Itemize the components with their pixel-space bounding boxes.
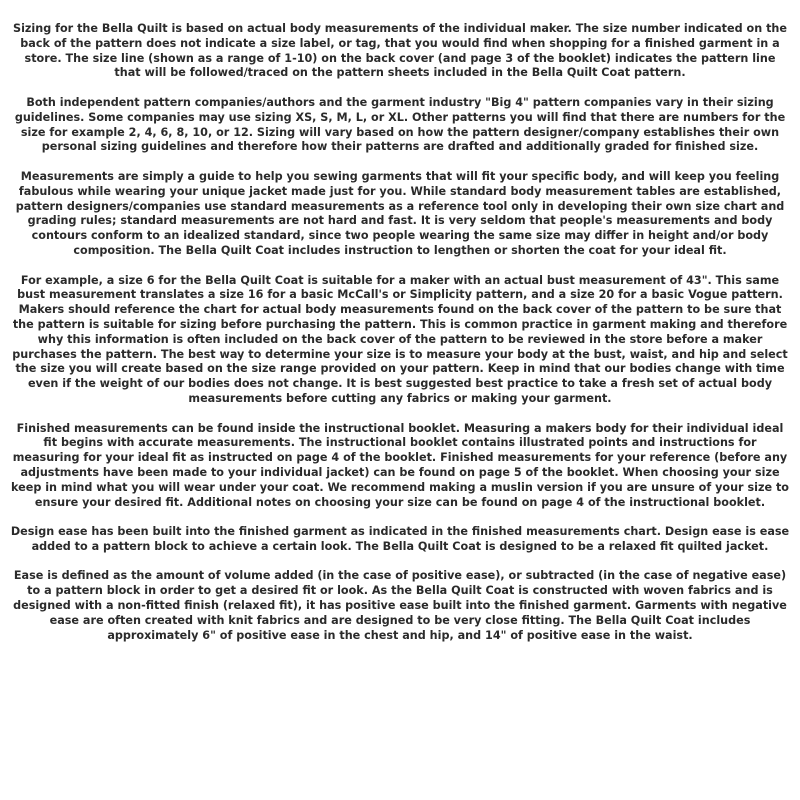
paragraph-sizing-basis: Sizing for the Bella Quilt is based on actual body measurements of the individual maker. The size number indicated on the back of the pattern does not indicate a size label, or tag, that you would find when shopping for a finished garment in a store. The size line (shown as a range of 1-10) on the back cover (and page 3 of the booklet) indicates the pattern line that will be followed/traced on the pattern sheets included in the Bella Quilt Coat pattern.: [13, 22, 787, 80]
paragraph-ease-definition: Ease is defined as the amount of volume added (in the case of positive ease), or subtracted (in the case of negative ease) to a pattern block in order to get a desired fit or look. As the Bella Quilt Coat is constructed with woven fabrics and is designed with a non-fitted finish (relaxed fit), it has positive ease built into the finished garment. Garments with negative ease are often created with knit fabrics and are designed to be very close fitting. The Bella Quilt Coat includes approximately 6" of positive ease in the chest and hip, and 14" of positive ease in the waist.: [13, 569, 787, 642]
paragraph-measurements-guide: Measurements are simply a guide to help you sewing garments that will fit your specific body, and will keep you feeling fabulous while wearing your unique jacket made just for you. While standard body measurement tables are established, pattern designers/companies use standard measurements as a reference tool only in developing their own size chart and grading rules; standard measurements are not hard and fast. It is very seldom that people's measurements and body contours conform to an idealized standard, since two people wearing the same size may differ in height and/or body composition. The Bella Quilt Coat includes instruction to lengthen or shorten the coat for your ideal fit.: [15, 169, 785, 257]
paragraph-size-example: For example, a size 6 for the Bella Quilt Coat is suitable for a maker with an actual bust measurement of 43". This same bust measurement translates a size 16 for a basic McCall's or Simplicity pattern, and a size 20 for a basic Vogue pattern. Makers should reference the chart for actual body measurements found on the back cover of the pattern to be sure that the pattern is suitable for sizing before purchasing the pattern. This is common practice in garment making and therefore why this information is often included on the back cover of the pattern to be reviewed in the store before a maker purchases the pattern. The best way to determine your size is to measure your body at the bust, waist, and hip and select the size you will create based on the size range provided on your pattern. Keep in mind that our bodies change with time even if the weight of our bodies does not change. It is best suggested best practice to take a fresh set of actual body measurements before cutting any fabrics or making your garment.: [12, 273, 788, 405]
paragraph-finished-measurements: Finished measurements can be found inside the instructional booklet. Measuring a makers body for their individual ideal fit begins with accurate measurements. The instructional booklet contains illustrated points and instructions for measuring for your ideal fit as instructed on page 4 of the booklet. Finished measurements for your reference (before any adjustments have been made to your individual jacket) can be found on page 5 of the booklet. When choosing your size keep in mind what you will wear under your coat. We recommend making a muslin version if you are unsure of your size to ensure your desired fit. Additional notes on choosing your size can be found on page 4 of the instructional booklet.: [11, 421, 789, 509]
paragraph-sizing-guidelines: Both independent pattern companies/authors and the garment industry "Big 4" pattern companies vary in their sizing guidelines. Some companies may use sizing XS, S, M, L, or XL. Other patterns you will find that there are numbers for the size for example 2, 4, 6, 8, 10, or 12. Sizing will vary based on how the pattern designer/company establishes their own personal sizing guidelines and therefore how their patterns are drafted and additionally graded for finished size.: [14, 95, 786, 154]
paragraph-design-ease: Design ease has been built into the finished garment as indicated in the finished measurements chart. Design ease is ease added to a pattern block to achieve a certain look. The Bella Quilt Coat is designed to be a relaxed fit quilted jacket.: [10, 525, 790, 553]
